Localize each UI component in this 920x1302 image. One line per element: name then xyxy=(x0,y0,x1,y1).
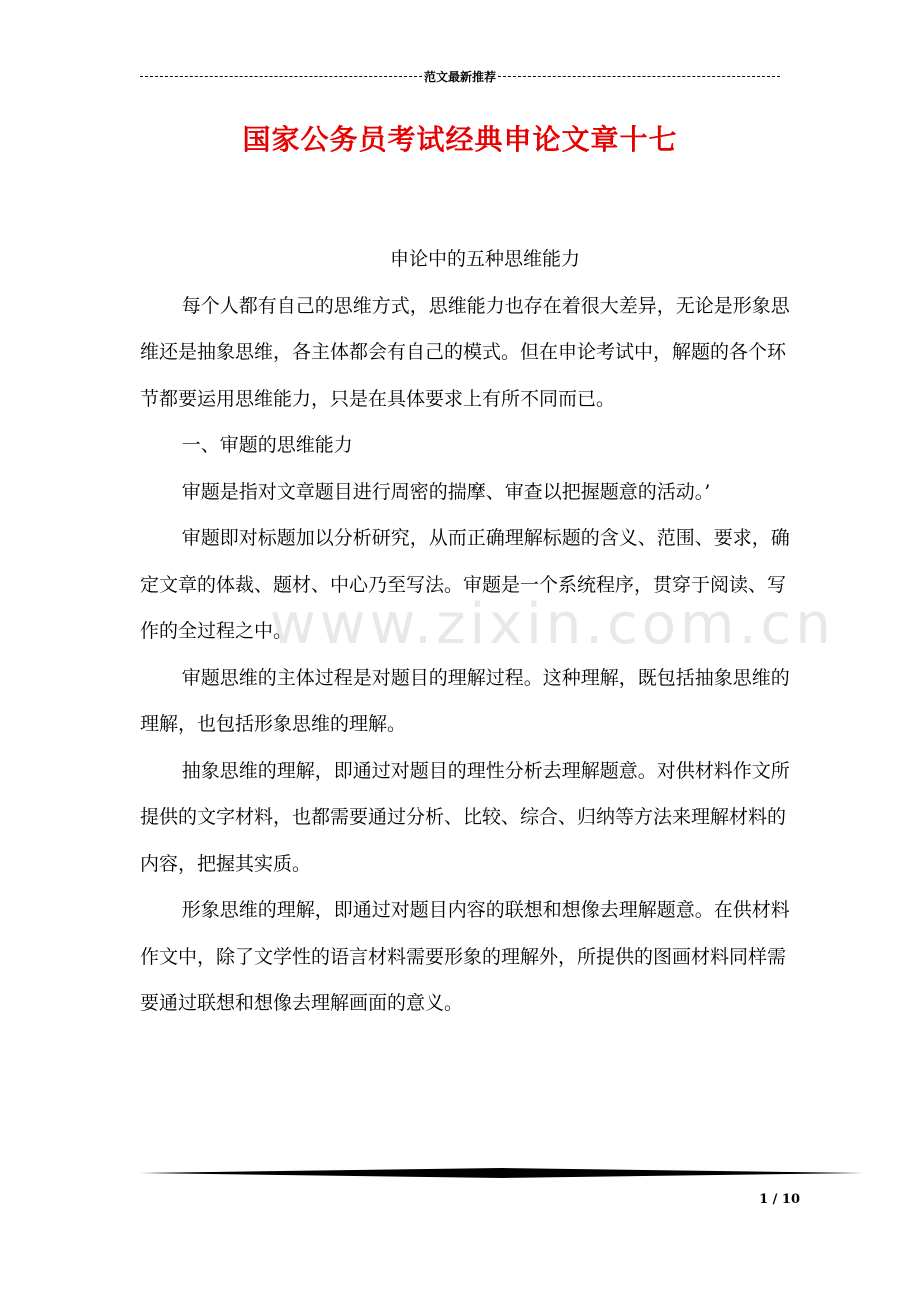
paragraph: 抽象思维的理解，即通过对题目的理性分析去理解题意。对供材料作文所提供的文字材料，也都需要通过分析、比较、综合、归纳等方法来理解材料的内容，把握其实质。 xyxy=(140,759,790,875)
header-dash-left xyxy=(140,76,422,77)
page-number: 1 / 10 xyxy=(759,1192,800,1207)
section-heading: 一、审题的思维能力 xyxy=(181,434,353,456)
header-label: 范文最新推荐 xyxy=(424,69,497,84)
header-dash-right xyxy=(498,76,780,77)
document-body xyxy=(140,236,800,1027)
watermark: www.zixin.com.cn xyxy=(270,592,835,657)
page-header xyxy=(140,68,780,84)
document-subtitle: 申论中的五种思维能力 xyxy=(389,248,580,270)
document-title: 国家公务员考试经典申论文章十七 xyxy=(242,123,678,156)
paragraph: 审题是指对文章题目进行周密的揣摩、审查以把握题意的活动。’ xyxy=(181,480,711,503)
paragraph: 审题即对标题加以分析研究，从而正确理解标题的含义、范围、要求，确定文章的体裁、题材、中心乃至写法。审题是一个系统程序，贯穿于阅读、写作的全过程之中。 xyxy=(140,527,790,642)
paragraph-intro: 每个人都有自己的思维方式，思维能力也存在着很大差异，无论是形象思维还是抽象思维，各主体都会有自己的模式。但在申论考试中，解题的各个环节都要运用思维能力，只是在具体要求上有所不同而已。 xyxy=(140,294,790,410)
paragraph: 审题思维的主体过程是对题目的理解过程。这种理解，既包括抽象思维的理解，也包括形象思维的理解。 xyxy=(140,666,790,735)
footer-rule xyxy=(140,1168,864,1178)
paragraph: 形象思维的理解，即通过对题目内容的联想和想像去理解题意。在供材料作文中，除了文学性的语言材料需要形象的理解外，所提供的图画材料同样需要通过联想和想像去理解画面的意义。 xyxy=(140,899,790,1014)
